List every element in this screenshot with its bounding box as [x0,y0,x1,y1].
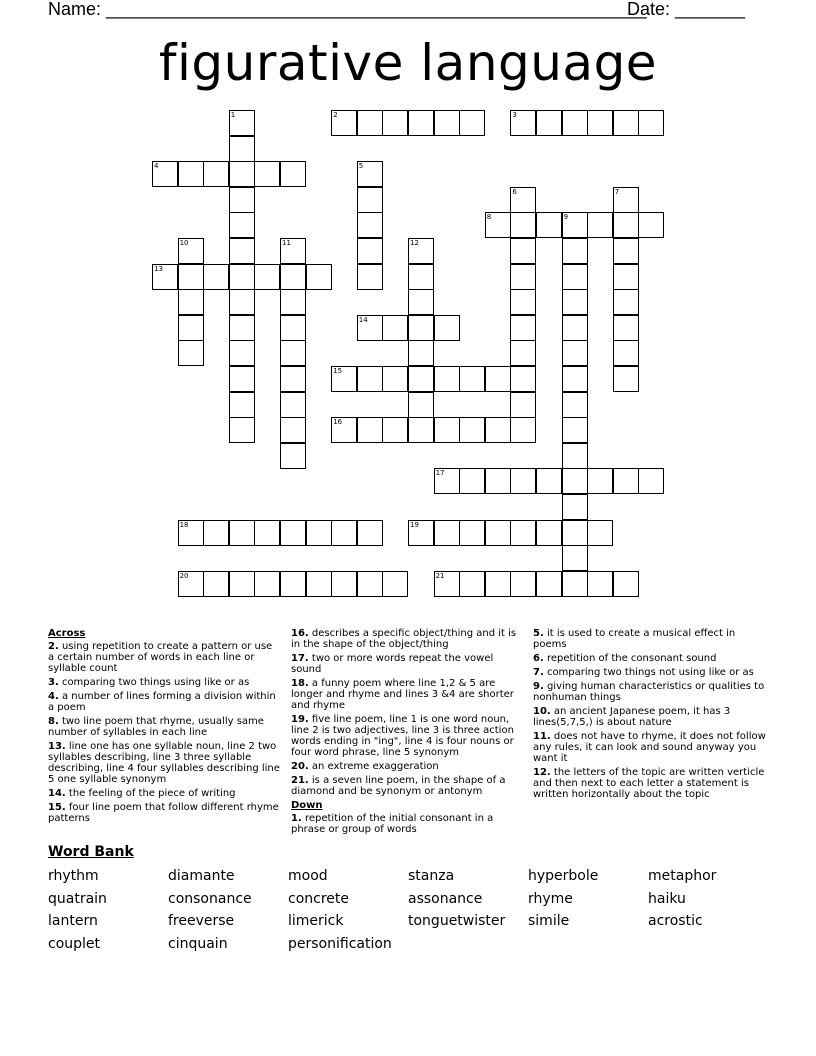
grid-cell[interactable] [562,340,588,366]
grid-cell[interactable] [434,110,460,136]
grid-cell[interactable] [638,110,664,136]
grid-cell[interactable] [485,571,511,597]
grid-cell[interactable] [229,417,255,443]
grid-cell[interactable] [459,468,485,494]
clue-number-label: 18. [291,678,309,689]
clue-number: 20 [179,571,189,580]
grid-cell[interactable] [562,468,588,494]
clue-text: two line poem that rhyme, usually same number of syllables in each line [48,716,264,738]
date-field[interactable]: Date: _______ [627,0,746,19]
word-bank-item: personification [288,935,392,952]
grid-cell[interactable] [562,520,588,546]
grid-cell[interactable] [485,366,511,392]
grid-cell[interactable] [459,417,485,443]
clue-number-label: 5. [533,628,544,639]
grid-cell[interactable] [638,212,664,238]
word-bank-item: metaphor [648,868,717,884]
grid-cell[interactable] [510,238,536,264]
clue-number-label: 11. [533,731,551,742]
across-clues-column [48,628,280,827]
word-bank-item: quatrain [48,890,107,907]
grid-cell[interactable] [485,468,511,494]
clue-item [291,678,523,711]
grid-cell[interactable] [178,289,204,315]
clue-item [533,653,769,664]
grid-cell[interactable] [178,264,204,290]
grid-cell[interactable] [280,264,306,290]
clue-number: 17 [435,469,445,478]
clue-number: 12 [410,239,419,247]
clue-item [533,681,769,703]
grid-cell[interactable] [510,520,536,546]
grid-cell[interactable] [536,571,562,597]
grid-cell[interactable] [203,161,229,187]
word-bank-item: haiku [648,890,686,907]
across-heading: Across [48,628,86,639]
grid-cell[interactable] [331,571,357,597]
grid-cell[interactable] [562,571,588,597]
grid-cell[interactable] [510,392,536,418]
clue-number-label: 14. [48,788,66,799]
grid-cell[interactable] [203,264,229,290]
grid-cell[interactable] [587,571,613,597]
word-bank-item: acrostic [648,913,703,930]
grid-cell[interactable] [382,417,408,443]
grid-cell[interactable] [536,212,562,238]
clue-number-label: 17. [291,653,309,664]
grid-cell[interactable] [459,520,485,546]
grid-cell[interactable] [434,315,460,341]
clue-text: repetition of the consonant sound [543,653,717,664]
grid-cell[interactable] [510,264,536,290]
clue-number: 6 [512,187,517,196]
grid-cell[interactable] [254,161,280,187]
grid-cell[interactable] [510,366,536,392]
grid-cell[interactable] [613,571,639,597]
grid-cell[interactable] [229,520,255,546]
clue-number-label: 8. [48,716,59,727]
grid-cell[interactable] [562,110,588,136]
clue-item [48,802,280,824]
clue-number-label: 6. [533,653,544,664]
clue-text: describes a specific object/thing and it is in the shape of the object/thing [291,628,517,650]
word-bank-item: assonance [408,890,483,907]
grid-cell[interactable] [280,443,306,469]
clue-item [533,731,769,764]
clue-text: the letters of the topic are written verticle and then next to each letter a statement is written horizontally about the topic [533,767,765,800]
word-bank-item: mood [288,868,328,884]
down-heading: Down [291,800,323,811]
grid-cell[interactable] [280,340,306,366]
clue-number-label: 12. [533,767,551,778]
word-bank-item: hyperbole [528,868,599,884]
grid-cell[interactable] [408,366,434,392]
grid-cell[interactable] [280,315,306,341]
grid-cell[interactable] [613,366,639,392]
grid-cell[interactable] [229,315,255,341]
clue-item [291,813,523,835]
grid-cell[interactable] [510,289,536,315]
clue-number: 13 [154,264,163,273]
grid-cell[interactable] [638,468,664,494]
word-bank-item: limerick [288,913,344,930]
clue-text: line one has one syllable noun, line 2 two syllables describing, line 3 three syllable describing, line 4 four syllables describing line 5 one syllable synonym [48,741,280,785]
grid-cell[interactable] [408,315,434,341]
word-bank-item: freeverse [168,913,235,930]
clue-number: 11 [282,239,291,247]
grid-cell[interactable] [382,315,408,341]
clue-number-label: 16. [291,628,309,639]
grid-cell[interactable] [280,571,306,597]
word-bank-item: stanza [408,868,455,884]
clue-number-label: 13. [48,741,66,752]
clue-text: a number of lines forming a division within a poem [48,691,276,713]
clue-item [48,677,280,688]
grid-cell[interactable] [587,468,613,494]
grid-cell[interactable] [562,366,588,392]
grid-cell[interactable] [434,417,460,443]
grid-cell[interactable] [382,366,408,392]
grid-cell[interactable] [562,417,588,443]
clue-number: 2 [333,111,338,119]
word-bank-item: couplet [48,935,101,952]
clue-number: 15 [333,367,343,375]
grid-cell[interactable] [229,264,255,290]
grid-cell[interactable] [280,520,306,546]
grid-cell[interactable] [536,468,562,494]
word-bank-item: concrete [288,890,349,907]
clue-text: it is used to create a musical effect in poems [533,628,736,650]
word-bank-item: tonguetwister [408,913,506,930]
grid-cell[interactable] [408,340,434,366]
clue-number-label: 21. [291,775,309,786]
clue-number: 4 [154,162,159,171]
clue-number: 8 [486,213,492,222]
grid-cell[interactable] [306,520,332,546]
grid-cell[interactable] [510,315,536,341]
grid-cell[interactable] [485,520,511,546]
word-bank-item: rhyme [528,890,573,907]
grid-cell[interactable] [306,571,332,597]
grid-cell[interactable] [587,212,613,238]
grid-cell[interactable] [178,340,204,366]
clue-number: 5 [358,162,364,171]
clue-item [533,628,769,650]
grid-cell[interactable] [562,238,588,264]
grid-cell[interactable] [408,417,434,443]
grid-cell[interactable] [229,340,255,366]
grid-cell[interactable] [203,571,229,597]
grid-cell[interactable] [510,417,536,443]
clue-text: does not have to rhyme, it does not follow any rules, it can look and sound anyway you want it [533,731,766,764]
clue-number-label: 1. [291,813,302,824]
clue-item [48,741,280,785]
grid-cell[interactable] [178,315,204,341]
clue-number: 7 [614,187,620,196]
word-bank-item: cinquain [168,935,228,952]
grid-cell[interactable] [306,264,332,290]
clue-text: using repetition to create a pattern or use a certain number of words in each line or syllable count [48,641,273,674]
grid-cell[interactable] [510,212,536,238]
clue-number-label: 3. [48,677,59,688]
page-title: figurative language [158,34,658,92]
clue-item [291,628,523,650]
grid-cell[interactable] [280,366,306,392]
word-bank-title: Word Bank [48,844,134,860]
grid-cell[interactable] [434,366,460,392]
clue-item [48,641,280,674]
grid-cell[interactable] [254,264,280,290]
grid-cell[interactable] [229,238,255,264]
grid-cell[interactable] [562,289,588,315]
grid-cell[interactable] [229,289,255,315]
grid-cell[interactable] [382,571,408,597]
word-bank-item: consonance [168,890,252,907]
grid-cell[interactable] [562,443,588,469]
word-bank-item: diamante [168,868,235,884]
clue-number-label: 7. [533,667,544,678]
grid-cell[interactable] [613,315,639,341]
grid-cell[interactable] [280,289,306,315]
grid-cell[interactable] [510,340,536,366]
grid-cell[interactable] [357,110,383,136]
grid-cell[interactable] [459,571,485,597]
clue-number-label: 19. [291,714,309,725]
clue-number-label: 15. [48,802,66,813]
grid-cell[interactable] [510,571,536,597]
clue-item [291,761,523,772]
grid-cell[interactable] [229,187,255,213]
grid-cell[interactable] [254,571,280,597]
grid-cell[interactable] [408,110,434,136]
grid-cell[interactable] [562,392,588,418]
grid-cell[interactable] [357,212,383,238]
clue-number: 3 [512,111,517,119]
grid-cell[interactable] [254,520,280,546]
clue-item [48,691,280,713]
word-bank-item: simile [528,913,570,930]
clue-text: is a seven line poem, in the shape of a diamond and be synonym or antonym [291,775,506,797]
grid-cell[interactable] [613,468,639,494]
grid-cell[interactable] [357,571,383,597]
grid-cell[interactable] [587,110,613,136]
clue-item [533,767,769,800]
word-bank-item: rhythm [48,868,99,884]
word-bank-item: lantern [48,913,98,930]
clue-item [533,667,769,678]
down-clues-column [533,628,769,803]
grid-cell[interactable] [382,110,408,136]
grid-cell[interactable] [613,238,639,264]
grid-cell[interactable] [229,212,255,238]
clue-text: five line poem, line 1 is one word noun, line 2 is two adjectives, line 3 is three action words ending in "ing", line 4 is four nouns or four word phrase, line 5 synonym [291,714,514,758]
grid-cell[interactable] [562,315,588,341]
clue-item [533,706,769,728]
clue-number-label: 2. [48,641,59,652]
grid-cell[interactable] [562,264,588,290]
clue-number: 16 [333,418,343,427]
grid-cell[interactable] [331,520,357,546]
clue-item [291,653,523,675]
grid-cell[interactable] [510,468,536,494]
grid-cell[interactable] [408,264,434,290]
clue-text: giving human characteristics or qualities to nonhuman things [533,681,765,703]
clue-item [48,788,280,799]
clue-item [48,716,280,738]
clue-number: 14 [358,315,368,324]
grid-cell[interactable] [357,366,383,392]
grid-cell[interactable] [408,289,434,315]
clue-text: a funny poem where line 1,2 & 5 are longer and rhyme and lines 3 &4 are shorter and rhyme [291,678,514,711]
across-clues-column-2 [291,628,523,838]
grid-cell[interactable] [434,520,460,546]
clue-number: 9 [563,213,569,222]
clue-item [291,714,523,758]
grid-cell[interactable] [280,392,306,418]
grid-cell[interactable] [229,136,255,162]
grid-cell[interactable] [562,494,588,520]
clue-text: comparing two things not using like or as [543,667,754,678]
clue-number: 10 [179,239,189,247]
clue-text: two or more words repeat the vowel sound [291,653,494,675]
clue-number: 1 [230,111,236,119]
clue-number-label: 10. [533,706,551,717]
name-field[interactable]: Name: ______________________________________________________ [48,0,647,19]
clue-number-label: 4. [48,691,59,702]
grid-cell[interactable] [229,161,255,187]
grid-cell[interactable] [562,545,588,571]
grid-cell[interactable] [536,110,562,136]
grid-cell[interactable] [613,264,639,290]
grid-cell[interactable] [357,264,383,290]
grid-cell[interactable] [280,417,306,443]
grid-cell[interactable] [613,110,639,136]
grid-cell[interactable] [459,366,485,392]
clue-number-label: 9. [533,681,544,692]
clue-item [291,775,523,797]
clue-text: comparing two things using like or as [58,677,250,688]
grid-cell[interactable] [229,366,255,392]
grid-cell[interactable] [613,212,639,238]
clue-text: four line poem that follow different rhyme patterns [48,802,279,824]
grid-cell[interactable] [613,340,639,366]
grid-cell[interactable] [229,392,255,418]
grid-cell[interactable] [203,520,229,546]
clue-number: 18 [179,520,189,529]
clue-text: an ancient Japanese poem, it has 3 lines(5,7,5,) is about nature [533,706,731,728]
grid-cell[interactable] [408,392,434,418]
grid-cell[interactable] [536,520,562,546]
grid-cell[interactable] [178,161,204,187]
grid-cell[interactable] [357,238,383,264]
clue-number: 19 [410,520,419,529]
clue-text: repetition of the initial consonant in a phrase or group of words [291,813,494,835]
grid-cell[interactable] [280,161,306,187]
grid-cell[interactable] [229,571,255,597]
clue-number: 21 [435,571,445,580]
grid-cell[interactable] [357,520,383,546]
grid-cell[interactable] [613,289,639,315]
clue-number-label: 20. [291,761,309,772]
grid-cell[interactable] [459,110,485,136]
grid-cell[interactable] [357,417,383,443]
grid-cell[interactable] [485,417,511,443]
grid-cell[interactable] [357,187,383,213]
clue-text: the feeling of the piece of writing [65,788,236,799]
clue-text: an extreme exaggeration [308,761,439,772]
grid-cell[interactable] [587,520,613,546]
